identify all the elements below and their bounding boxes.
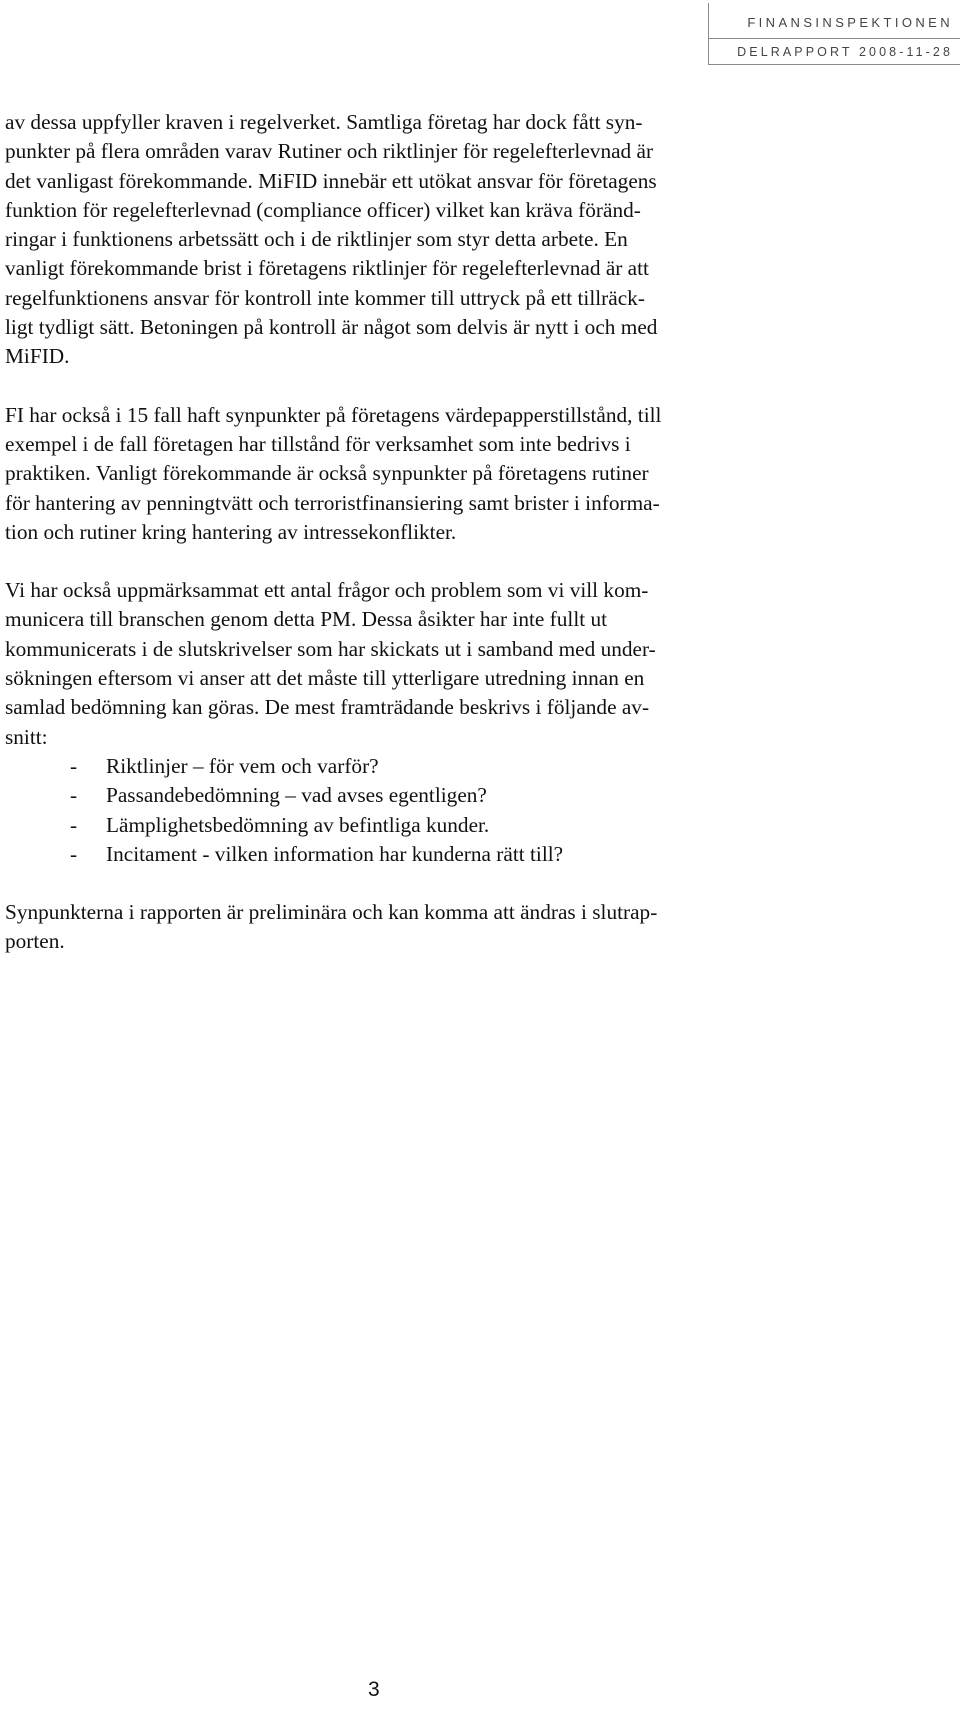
document-body [5, 108, 755, 986]
page-number: 3 [368, 1678, 380, 1701]
report-title: DELRAPPORT 2008-11-28 [709, 38, 960, 66]
paragraph-closing [5, 898, 755, 957]
paragraph-issues [5, 576, 755, 752]
text-line: sökningen eftersom vi anser att det måste till ytterligare utredning innan en [5, 666, 645, 691]
text-line: exempel i de fall företagen har tillstånd för verksamhet som inte bedrivs i [5, 431, 631, 456]
text-line: vanligt förekommande brist i företagens riktlinjer för regelefterlevnad är att [5, 256, 649, 281]
text-line: funktion för regelefterlevnad (compliance officer) vilket kan kräva föränd- [5, 197, 641, 222]
text-line: municera till branschen genom detta PM. Dessa åsikter har inte fullt ut [5, 607, 608, 632]
text-line: för hantering av penningtvätt och terroristfinansiering samt brister i informa- [5, 490, 660, 515]
list-item-text: Passandebedömning – vad avses egentligen? [106, 783, 487, 808]
list-item-text: Lämplighetsbedömning av befintliga kunder. [106, 812, 490, 837]
organization-name: FINANSINSPEKTIONEN [747, 15, 953, 30]
list-item [5, 840, 755, 869]
topic-list [5, 752, 755, 869]
text-line: FI har också i 15 fall haft synpunkter på företagens värdepapperstillstånd, till [5, 402, 662, 427]
text-line: samlad bedömning kan göras. De mest framträdande beskrivs i följande av- [5, 695, 650, 720]
text-line: tion och rutiner kring hantering av intressekonflikter. [5, 519, 457, 544]
paragraph-permits [5, 401, 755, 547]
text-line: praktiken. Vanligt förekommande är också synpunkter på företagens rutiner [5, 461, 649, 486]
text-line: det vanligast förekommande. MiFID innebär ett utökat ansvar för företagens [5, 168, 657, 193]
list-marker: - [70, 841, 78, 866]
list-item-text: Riktlinjer – för vem och varför? [106, 753, 379, 778]
page-header [708, 3, 960, 65]
text-line: ligt tydligt sätt. Betoningen på kontroll är något som delvis är nytt i och med [5, 315, 658, 340]
text-line: Vi har också uppmärksammat ett antal frågor och problem som vi vill kom- [5, 578, 649, 603]
list-item [5, 752, 755, 781]
list-item [5, 811, 755, 840]
text-line: regelfunktionens ansvar för kontroll inte kommer till uttryck på ett tillräck- [5, 285, 645, 310]
text-line: av dessa uppfyller kraven i regelverket. Samtliga företag har dock fått syn- [5, 110, 643, 134]
list-item-text: Incitament - vilken information har kunderna rätt till? [106, 841, 564, 866]
text-line: porten. [5, 929, 65, 954]
text-line: MiFID. [5, 344, 70, 369]
text-line: kommunicerats i de slutskrivelser som har skickats ut i samband med under- [5, 636, 656, 661]
text-line: punkter på flera områden varav Rutiner och riktlinjer för regelefterlevnad är [5, 139, 654, 164]
text-line: ringar i funktionens arbetssätt och i de riktlinjer som styr detta arbete. En [5, 227, 628, 252]
list-marker: - [70, 783, 78, 808]
list-item [5, 781, 755, 810]
paragraph-compliance [5, 108, 755, 372]
text-line: snitt: [5, 724, 48, 749]
list-marker: - [70, 753, 78, 778]
text-line: Synpunkterna i rapporten är preliminära och kan komma att ändras i slutrap- [5, 900, 658, 925]
list-marker: - [70, 812, 78, 837]
